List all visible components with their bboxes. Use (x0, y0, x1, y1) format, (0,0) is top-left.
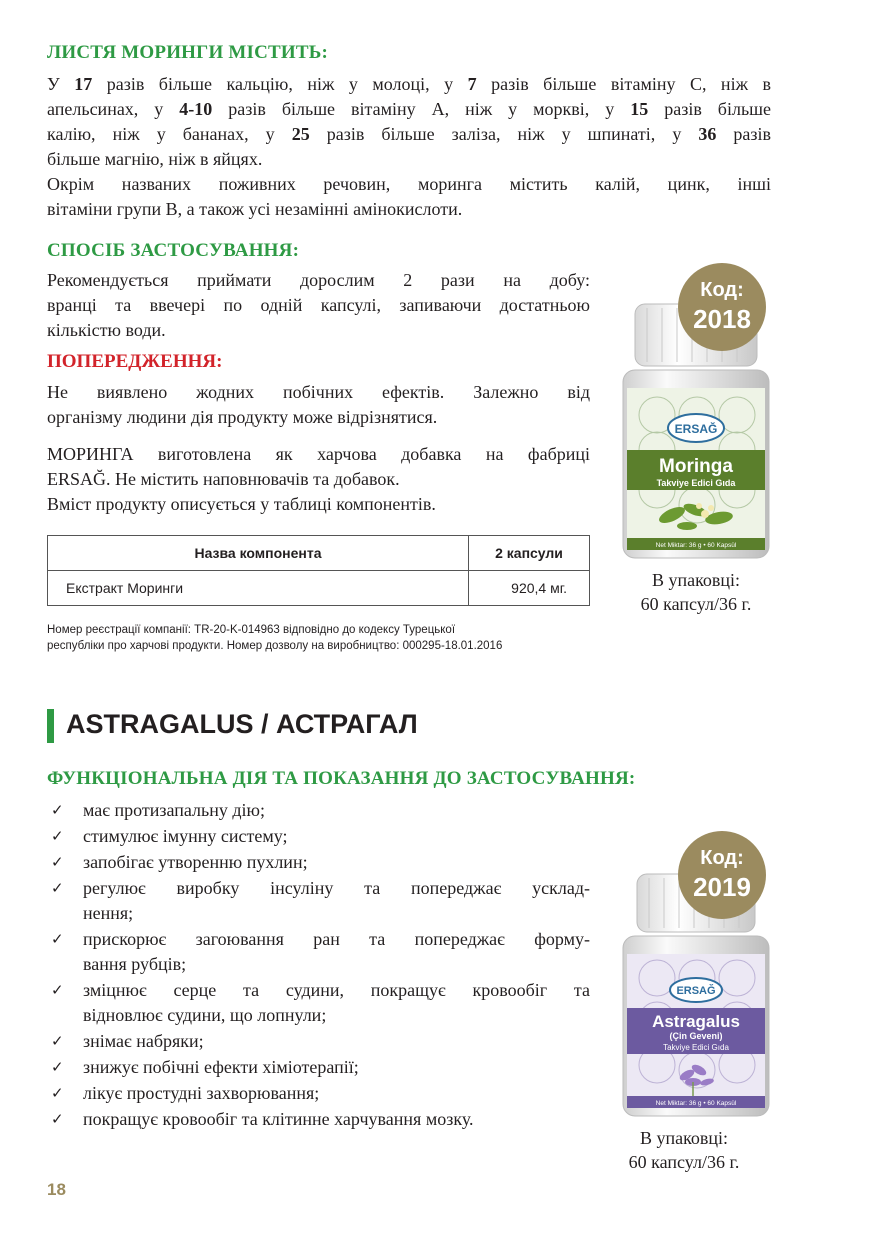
list-item-text: регулює виробку інсуліну та попереджає усклад- (83, 878, 590, 898)
contains-paragraph (47, 72, 771, 222)
contains-line-3: калію, ніж у бананах, у 25 разів більше заліза, ніж у шпинаті, у 36 разів (47, 124, 771, 144)
list-item (47, 824, 590, 849)
list-item (47, 850, 590, 875)
list-item-text: вання рубців; (83, 954, 187, 974)
list-item (47, 876, 590, 926)
list-item (47, 978, 590, 1028)
list-item-text: покращує кровообіг та клітинне харчування мозку. (83, 1109, 474, 1129)
astragalus-bottle-subtitle-2: Takviye Edici Gıda (663, 1043, 729, 1052)
page-number: 18 (47, 1180, 66, 1199)
moringa-pack-label: В упаковці: (651, 570, 741, 590)
astragalus-code-value: 2019 (693, 872, 751, 902)
moringa-bottle-net: Net Miktar: 36 g • 60 Kapsül (655, 542, 737, 549)
astragalus-pack-label: В упаковці: (639, 1128, 729, 1148)
table-row (48, 571, 590, 606)
astragalus-bottle-name: Astragalus (652, 1012, 740, 1031)
moringa-bottle-brand: ERSAĞ (674, 422, 718, 436)
check-icon: ✓ (51, 853, 64, 871)
manufacture-paragraph (47, 442, 590, 517)
warning-paragraph (47, 380, 590, 430)
list-item (47, 1055, 590, 1080)
contains-extra-2: вітаміни групи B, а також усі незамінні амінокислоти. (47, 199, 463, 219)
check-icon: ✓ (51, 879, 64, 897)
contains-line-4: більше магнію, ніж в яйцях. (47, 149, 263, 169)
section-accent-bar (47, 709, 54, 743)
made-line-3: Вміст продукту описується у таблиці компонентів. (47, 494, 436, 514)
moringa-code-label: Код: (700, 279, 744, 301)
usage-line-1: Рекомендується приймати дорослим 2 рази на добу: (47, 270, 590, 290)
table-cell-amount: 920,4 мг. (469, 571, 590, 606)
made-line-1: МОРИНГА виготовлена як харчова добавка на фабриці (47, 444, 590, 464)
table-header-component: Назва компонента (48, 536, 469, 571)
list-item (47, 927, 590, 977)
list-item-text: відновлює судини, що лопнули; (83, 1005, 327, 1025)
check-icon: ✓ (51, 1084, 64, 1102)
usage-paragraph (47, 268, 590, 343)
list-item (47, 1081, 590, 1106)
warning-heading: ПОПЕРЕДЖЕННЯ: (47, 351, 223, 372)
list-item-text: знімає набряки; (83, 1031, 204, 1051)
check-icon: ✓ (51, 801, 64, 819)
astragalus-code-badge (678, 831, 766, 919)
registration-note (47, 622, 607, 654)
astragalus-section-title: ASTRAGALUS / АСТРАГАЛ (66, 709, 418, 739)
list-item-text: стимулює імунну систему; (83, 826, 288, 846)
list-item-text: запобігає утворенню пухлин; (83, 852, 308, 872)
note-line-1: Номер реєстрації компанії: TR-20-K-014963 відповідно до кодексу Турецької (47, 624, 456, 636)
contains-heading: ЛИСТЯ МОРИНГИ МІСТИТЬ: (47, 42, 329, 63)
list-item (47, 1029, 590, 1054)
table-header-row (48, 536, 590, 571)
moringa-bottle-name: Moringa (659, 456, 733, 477)
check-icon: ✓ (51, 930, 64, 948)
moringa-code-badge (678, 263, 766, 351)
check-icon: ✓ (51, 1032, 64, 1050)
moringa-pack-info (617, 568, 775, 616)
functional-heading: ФУНКЦІОНАЛЬНА ДІЯ ТА ПОКАЗАННЯ ДО ЗАСТОСУВАННЯ: (47, 768, 636, 789)
made-line-2: ERSAĞ. Не містить наповнювачів та добавок. (47, 469, 400, 489)
astragalus-bottle-subtitle-1: (Çin Geveni) (669, 1031, 723, 1041)
moringa-bottle-subtitle: Takviye Edici Gıda (656, 478, 736, 488)
indications-list (47, 798, 590, 1133)
usage-line-3: кількістю води. (47, 320, 166, 340)
contains-extra-1: Окрім названих поживних речовин, моринга містить калій, цинк, інші (47, 174, 771, 194)
usage-heading: СПОСІБ ЗАСТОСУВАННЯ: (47, 240, 300, 261)
astragalus-code-label: Код: (700, 847, 744, 869)
list-item (47, 1107, 590, 1132)
moringa-pack-amount: 60 капсул/36 г. (640, 594, 752, 614)
warning-line-1: Не виявлено жодних побічних ефектів. Залежно від (47, 382, 590, 402)
astragalus-bottle-brand: ERSAĞ (676, 985, 716, 997)
check-icon: ✓ (51, 1110, 64, 1128)
components-table (47, 535, 590, 606)
astragalus-pack-amount: 60 капсул/36 г. (628, 1152, 740, 1172)
list-item (47, 798, 590, 823)
contains-line-2: апельсинах, у 4-10 разів більше вітаміну А, ніж у моркві, у 15 разів більше (47, 99, 771, 119)
check-icon: ✓ (51, 981, 64, 999)
astragalus-pack-info (605, 1126, 763, 1174)
list-item-text: нення; (83, 903, 134, 923)
check-icon: ✓ (51, 1058, 64, 1076)
warning-line-2: організму людини дія продукту може відрізнятися. (47, 407, 438, 427)
table-header-amount: 2 капсули (469, 536, 590, 571)
list-item-text: лікує простудні захворювання; (83, 1083, 320, 1103)
note-line-2: республіки про харчові продукти. Номер дозволу на виробництво: 000295-18.01.2016 (47, 640, 503, 652)
list-item-text: має протизапальну дію; (83, 800, 265, 820)
check-icon: ✓ (51, 827, 64, 845)
contains-line-1: У 17 разів більше кальцію, ніж у молоці, у 7 разів більше вітаміну С, ніж в (47, 74, 771, 94)
usage-line-2: вранці та ввечері по одній капсулі, запиваючи достатньою (47, 295, 590, 315)
astragalus-bottle-net: Net Miktar: 36 g • 60 Kapsül (655, 1100, 737, 1107)
table-cell-component: Екстракт Моринги (48, 571, 469, 606)
moringa-code-value: 2018 (693, 304, 751, 334)
list-item-text: прискорює загоювання ран та попереджає форму- (83, 929, 590, 949)
list-item-text: зміцнює серце та судини, покращує кровообіг та (83, 980, 590, 1000)
list-item-text: знижує побічні ефекти хіміотерапії; (83, 1057, 359, 1077)
